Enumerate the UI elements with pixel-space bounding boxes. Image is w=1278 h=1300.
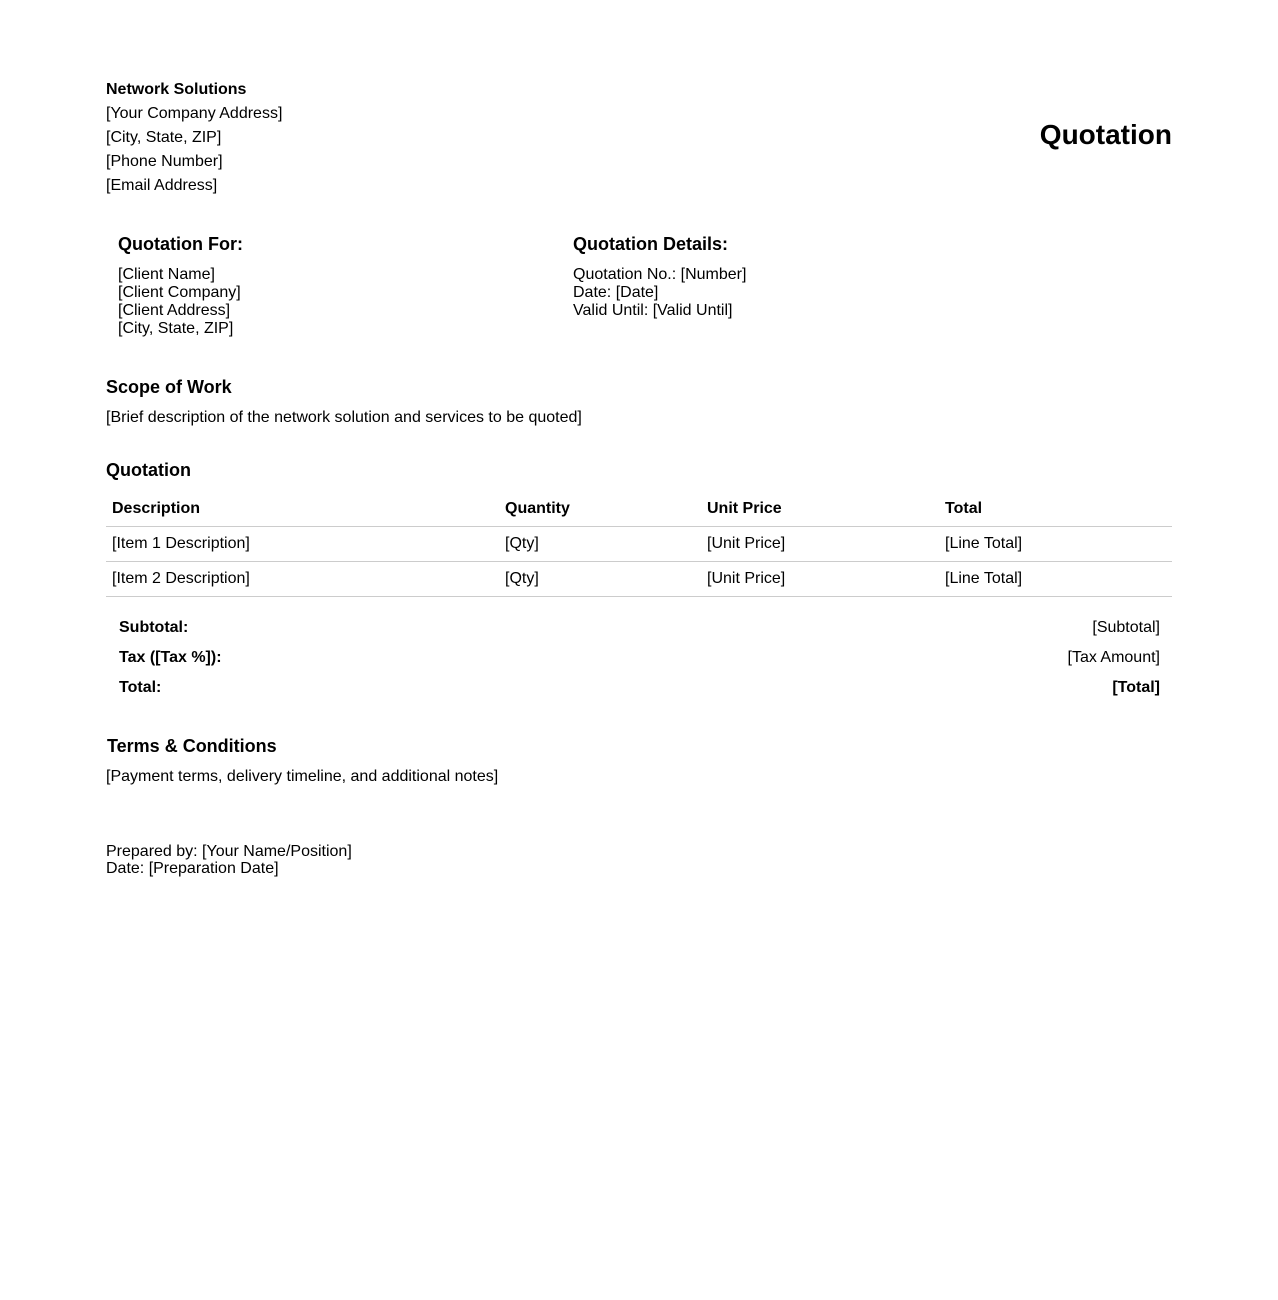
total-row	[119, 674, 1160, 704]
company-address: [Your Company Address]	[106, 105, 283, 122]
company-name: Network Solutions	[106, 81, 247, 98]
cell-quantity: [Qty]	[499, 562, 701, 597]
cell-unit-price: [Unit Price]	[701, 562, 939, 597]
cell-quantity: [Qty]	[499, 527, 701, 562]
quotation-table	[106, 492, 1172, 597]
document-title: Quotation	[1039, 119, 1172, 150]
quotation-for-block	[118, 232, 243, 338]
column-header-total: Total	[939, 492, 1172, 527]
scope-heading: Scope of Work	[106, 377, 232, 397]
quotation-date: Date: [Date]	[573, 284, 659, 301]
table-header-row	[106, 492, 1172, 527]
quotation-for-heading: Quotation For:	[118, 234, 243, 254]
quotation-table-heading: Quotation	[106, 460, 191, 480]
subtotal-value: [Subtotal]	[1092, 619, 1160, 636]
company-phone: [Phone Number]	[106, 153, 223, 170]
total-value: [Total]	[1112, 679, 1160, 696]
cell-line-total: [Line Total]	[939, 527, 1172, 562]
quotation-details-block	[573, 232, 746, 320]
column-header-unit-price: Unit Price	[701, 492, 939, 527]
quotation-valid-until: Valid Until: [Valid Until]	[573, 302, 733, 319]
tax-row	[119, 644, 1160, 674]
total-label: Total:	[119, 679, 162, 696]
prepared-by: Prepared by: [Your Name/Position]	[106, 843, 352, 860]
quotation-details-heading: Quotation Details:	[573, 234, 729, 254]
client-name: [Client Name]	[118, 266, 215, 283]
terms-heading: Terms & Conditions	[107, 736, 277, 756]
subtotal-label: Subtotal:	[119, 619, 189, 636]
client-city: [City, State, ZIP]	[118, 320, 234, 337]
company-email: [Email Address]	[106, 177, 218, 194]
company-city: [City, State, ZIP]	[106, 129, 222, 146]
tax-label: Tax ([Tax %]):	[119, 649, 222, 666]
cell-description: [Item 2 Description]	[106, 562, 499, 597]
terms-text: [Payment terms, delivery timeline, and additional notes]	[106, 768, 499, 785]
prepared-by-block	[106, 843, 352, 877]
subtotal-row	[119, 614, 1160, 644]
preparation-date: Date: [Preparation Date]	[106, 860, 279, 877]
table-row	[106, 562, 1172, 597]
quotation-number: Quotation No.: [Number]	[573, 266, 747, 283]
column-header-quantity: Quantity	[499, 492, 701, 527]
cell-line-total: [Line Total]	[939, 562, 1172, 597]
cell-unit-price: [Unit Price]	[701, 527, 939, 562]
table-row	[106, 527, 1172, 562]
client-company: [Client Company]	[118, 284, 241, 301]
client-address: [Client Address]	[118, 302, 231, 319]
tax-value: [Tax Amount]	[1067, 649, 1160, 666]
column-header-description: Description	[106, 492, 499, 527]
scope-text: [Brief description of the network solution and services to be quoted]	[106, 409, 582, 426]
company-info	[106, 78, 282, 198]
totals-summary	[119, 614, 1160, 704]
cell-description: [Item 1 Description]	[106, 527, 499, 562]
